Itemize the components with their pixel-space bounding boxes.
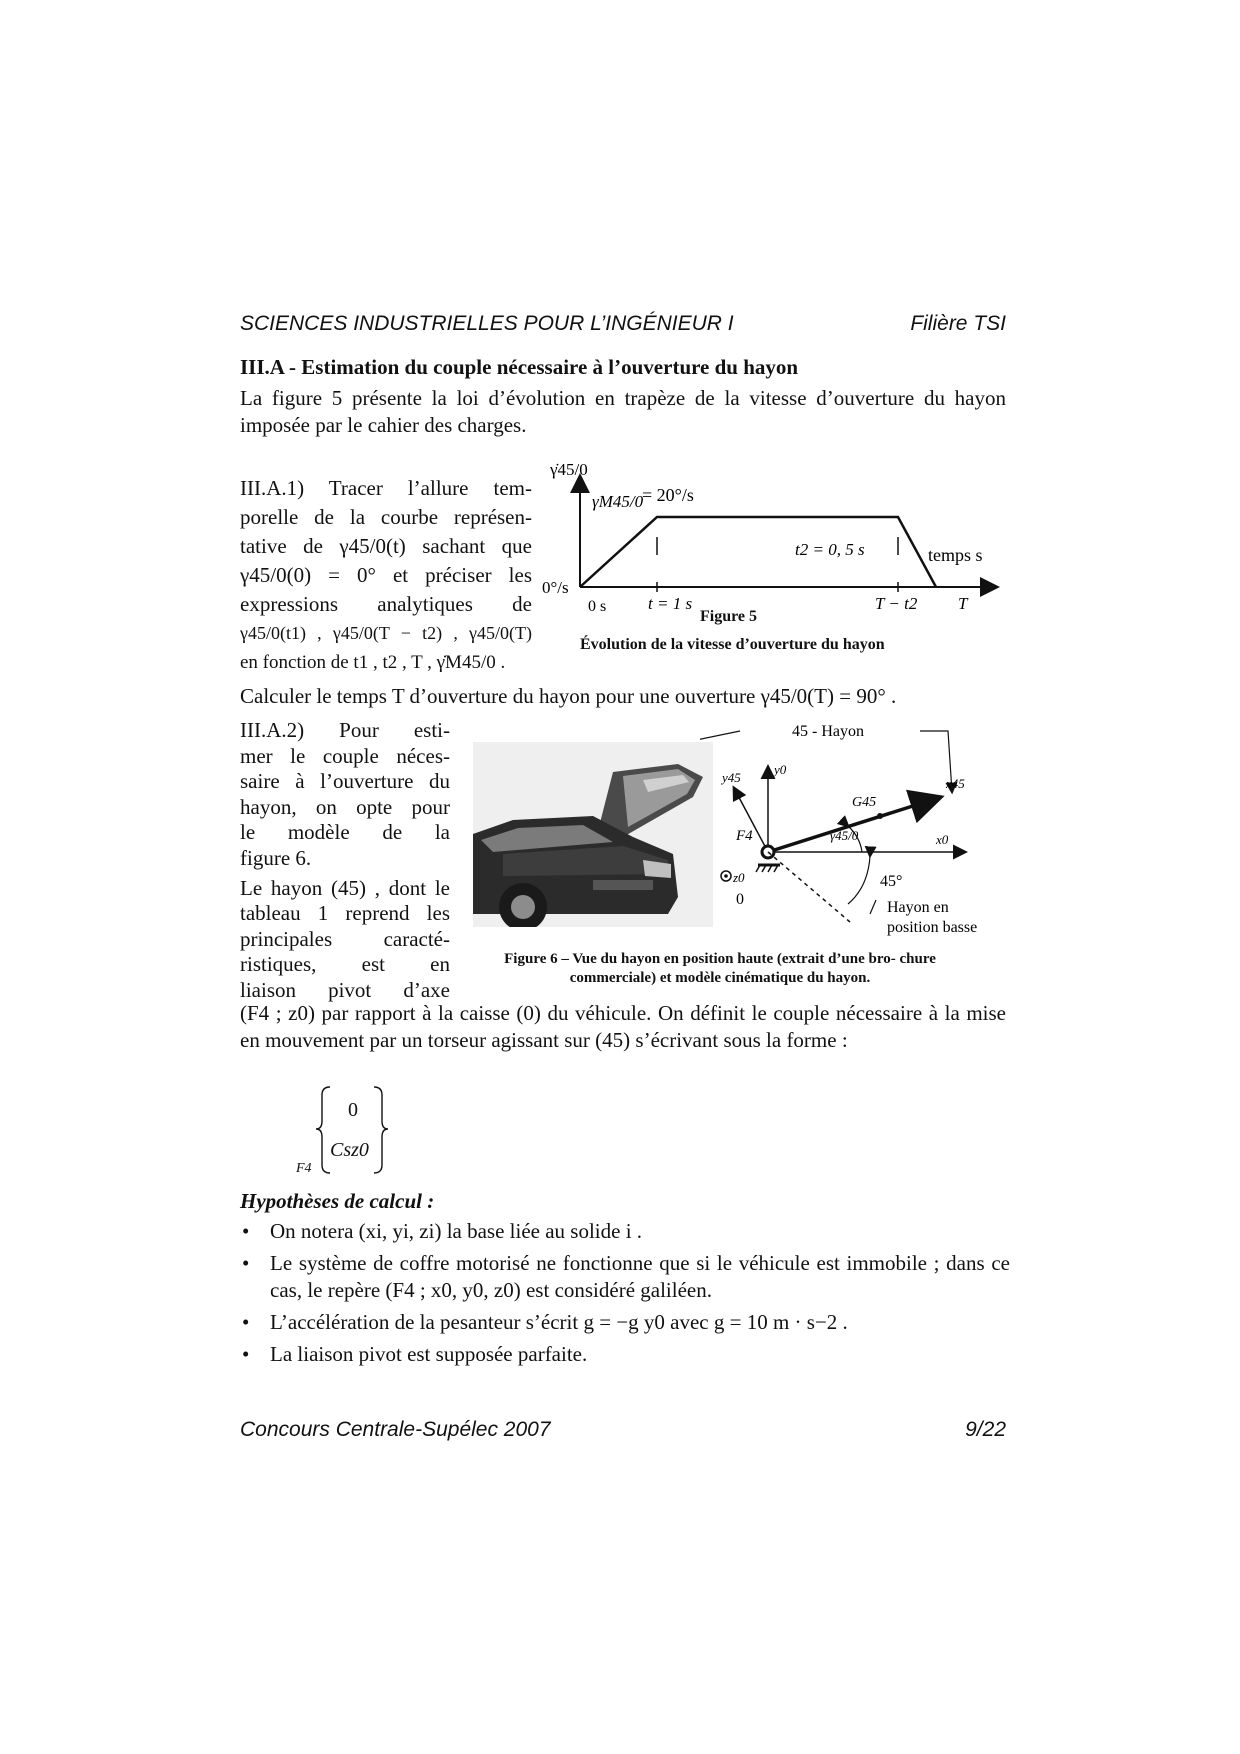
low-leader	[870, 900, 876, 914]
footer-left: Concours Centrale-Supélec 2007	[240, 1418, 551, 1441]
q2-line-11: liaison pivot d’axe	[240, 977, 450, 1002]
torseur-bottom: Csz0	[330, 1139, 369, 1161]
vmax-label: γ̇M45/0	[592, 492, 644, 511]
q2-line-9: principales caracté-	[240, 926, 450, 951]
z0-label: z0	[733, 870, 745, 885]
q2-line-10: ristiques, est en	[240, 952, 450, 976]
hypothesis-item: • La liaison pivot est supposée parfaite.	[240, 1341, 1010, 1368]
continuation-paragraph: (F4 ; z0) par rapport à la caisse (0) du véhicule. On définit le couple nécessaire à la mise en mouvement par un torseur agissant sur (45) s’écrivant sous la forme :	[240, 1001, 1006, 1052]
running-header-right: Filière TSI	[910, 312, 1006, 335]
hayon-bas-label-1: Hayon en	[887, 899, 949, 916]
calculate-time-line: Calculer le temps T d’ouverture du hayon pour une ouverture γ45/0(T) = 90° .	[240, 684, 897, 708]
temps-label: temps s	[928, 545, 983, 565]
torseur-top: 0	[348, 1099, 358, 1121]
hayon-leader-to-photo	[700, 731, 740, 754]
hypotheses-title: Hypothèses de calcul :	[240, 1189, 435, 1213]
velocity-curve	[580, 517, 936, 587]
torseur-block	[296, 1085, 390, 1176]
q2-line-4: hayon, on opte pour	[240, 794, 450, 819]
x-tick-0: 0 s	[588, 598, 607, 615]
g45-point	[877, 813, 883, 819]
figure-5-caption: Évolution de la vitesse d’ouverture du hayon	[580, 636, 885, 653]
q2-line-3: saire à l’ouverture du	[240, 769, 450, 793]
zero-label: 0	[736, 891, 744, 908]
x-tick-t1: t = 1 s	[648, 594, 693, 613]
y45-label: y45	[722, 770, 741, 785]
hypothesis-item: • L’accélération de la pesanteur s’écrit g = −g y0 avec g = 10 m · s−2 .	[240, 1309, 1010, 1336]
f4-label: F4	[736, 828, 753, 844]
x0-label: x0	[936, 832, 949, 847]
q2-line-7: Le hayon (45) , dont le	[240, 875, 450, 900]
section-title: III.A - Estimation du couple nécessaire à l’ouverture du hayon	[240, 355, 799, 379]
q1-line-1: III.A.1) Tracer l’allure tem-	[240, 476, 532, 500]
q1-line-2: porelle de la courbe représen-	[240, 505, 532, 529]
x45-label: x45	[946, 776, 965, 791]
hypothesis-item: • Le système de coffre motorisé ne fonctionne que si le véhicule est immobile ; dans ce cas, le repère (F4 ; x0, y0, z0) est considéré galiléen.	[240, 1250, 1010, 1304]
hayon-label: 45 - Hayon	[792, 723, 864, 740]
torseur-point: F4	[296, 1161, 312, 1176]
t2-label: t2 = 0, 5 s	[795, 540, 865, 559]
figure-5-chart	[530, 455, 1010, 660]
figure-5-number: Figure 5	[700, 608, 758, 625]
q2-line-5: le modèle de la	[240, 820, 450, 844]
figure-6-kinematic-model	[700, 722, 1000, 937]
footer-page-number: 9/22	[965, 1418, 1006, 1441]
intro-paragraph: La figure 5 présente la loi d’évolution en trapèze de la vitesse d’ouverture du hayon imposée par le cahier des charges.	[240, 386, 1006, 437]
q1-line-4: γ45/0(0) = 0° et préciser les	[240, 563, 532, 587]
q2-line-6: figure 6.	[240, 845, 312, 870]
car-photo	[473, 742, 713, 927]
hypothesis-item: • On notera (xi, yi, zi) la base liée au solide i .	[240, 1218, 1010, 1245]
hayon-low-position	[768, 852, 850, 922]
car-illustration	[473, 742, 713, 927]
gamma-label: γ45/0	[830, 828, 859, 843]
y-axis-label: γ̇45/0	[550, 460, 588, 479]
figure-6-caption: Figure 6 – Vue du hayon en position haute (extrait d’une bro- chure commerciale) et modèle cinématique du hayon.	[504, 951, 936, 986]
question-1-block	[240, 475, 532, 678]
q1-line-5: expressions analytiques de	[240, 592, 532, 616]
hypotheses-list	[240, 1218, 1010, 1373]
angle-45-arc	[848, 856, 870, 904]
vmax-value: = 20°/s	[642, 485, 694, 505]
q2-line-2: mer le couple néces-	[240, 743, 450, 768]
q2-line-8: tableau 1 reprend les	[240, 901, 450, 925]
origin-label: 0°/s	[542, 578, 569, 597]
q1-line-7: en fonction de t1 , t2 , T , γ̇M45/0 .	[240, 652, 506, 673]
q1-line-6: γ45/0(t1) , γ45/0(T − t2) , γ45/0(T)	[240, 623, 532, 643]
x-tick-T-t2: T − t2	[875, 594, 918, 613]
question-2-block	[240, 717, 450, 1002]
q1-line-3: tative de γ45/0(t) sachant que	[240, 534, 532, 558]
y0-label: y0	[774, 762, 787, 777]
angle-45-label: 45°	[880, 873, 903, 890]
running-header-left: SCIENCES INDUSTRIELLES POUR L’INGÉNIEUR I	[240, 312, 734, 335]
x-tick-T: T	[958, 594, 968, 613]
hayon-bas-label-2: position basse	[887, 919, 978, 936]
q2-line-1: III.A.2) Pour esti-	[240, 718, 450, 742]
g45-label: G45	[852, 795, 877, 810]
